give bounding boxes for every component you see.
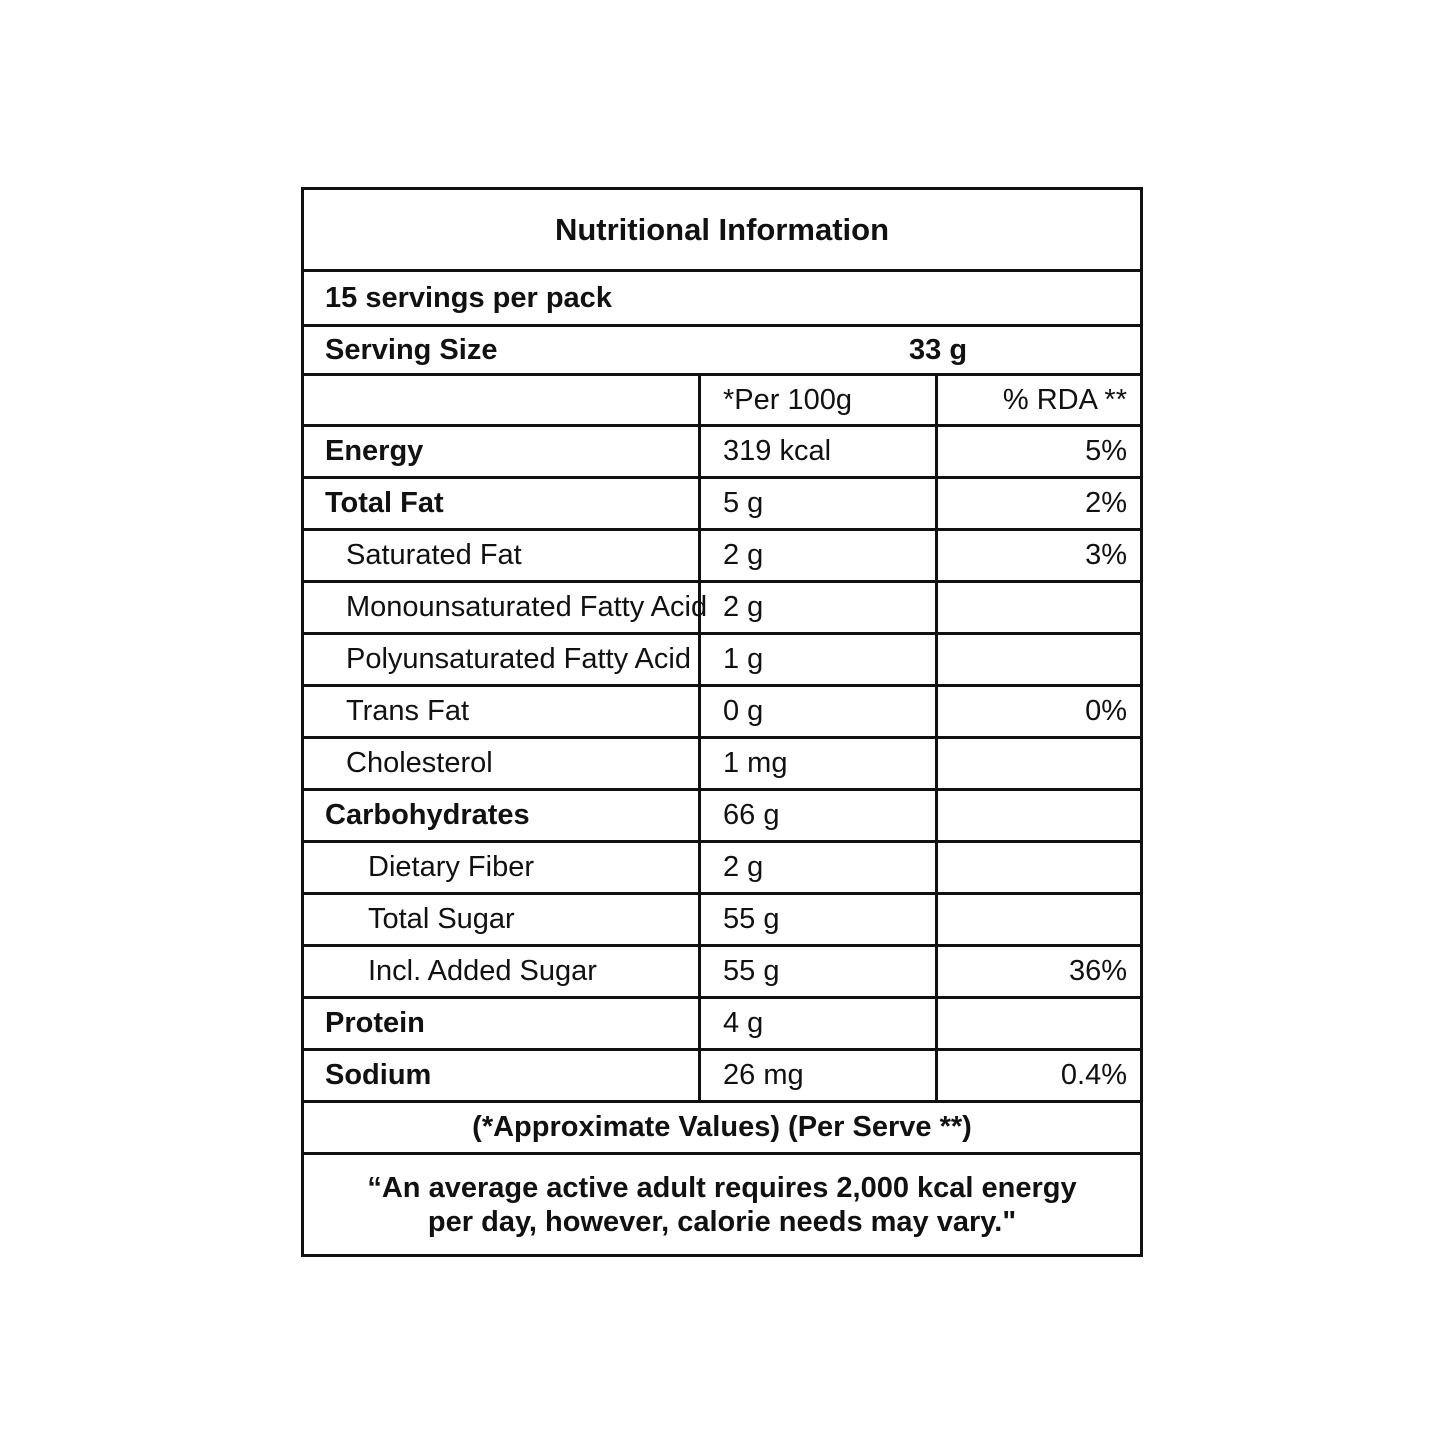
- nutrient-row-trans-fat: [304, 687, 1140, 739]
- nutrient-per-100g: 1 g: [701, 635, 938, 684]
- nutrient-per-100g: 55 g: [701, 895, 938, 944]
- rda-column-header: % RDA **: [1002, 383, 1127, 416]
- servings-per-pack: 15 servings per pack: [325, 281, 612, 314]
- disclaimer-text: “An average active adult requires 2,000 kcal energy per day, however, calorie needs may vary.": [367, 1171, 1077, 1238]
- nutrient-rda: [938, 895, 1140, 944]
- nutrient-row-saturated-fat: [304, 531, 1140, 583]
- nutrient-rda: 2%: [1085, 487, 1127, 519]
- nutrient-row-dietary-fiber: [304, 843, 1140, 895]
- nutrient-rda: 3%: [1085, 539, 1127, 571]
- nutrient-per-100g: 66 g: [701, 791, 938, 840]
- nutrient-name: Total Sugar: [304, 895, 701, 944]
- label-title: Nutritional Information: [554, 211, 890, 247]
- nutrient-per-100g: 5 g: [701, 479, 938, 528]
- nutrient-per-100g: 2 g: [701, 843, 938, 892]
- nutrient-row-protein: [304, 999, 1140, 1051]
- nutrition-label: [301, 187, 1143, 1257]
- nutrient-name: Trans Fat: [304, 687, 701, 736]
- footnote: (*Approximate Values) (Per Serve **): [472, 1111, 972, 1143]
- nutrient-row-total-fat: [304, 479, 1140, 531]
- nutrient-name: Energy: [304, 427, 701, 476]
- nutrient-rda: 0%: [1085, 695, 1127, 727]
- nutrient-per-100g: 2 g: [701, 583, 938, 632]
- nutrient-rda: 5%: [1085, 435, 1127, 467]
- nutrient-name: Sodium: [304, 1051, 701, 1100]
- nutrient-row-polyunsaturated: [304, 635, 1140, 687]
- nutrient-row-sodium: [304, 1051, 1140, 1103]
- nutrient-name: Incl. Added Sugar: [304, 947, 701, 996]
- nutrient-name: Monounsaturated Fatty Acid: [304, 583, 701, 632]
- nutrient-per-100g: 4 g: [701, 999, 938, 1048]
- nutrient-rda: 36%: [1068, 955, 1127, 987]
- nutrient-name: Saturated Fat: [304, 531, 701, 580]
- serving-size-value: 33 g: [909, 333, 968, 366]
- column-header-row: [304, 376, 1140, 427]
- nutrient-row-monounsaturated: [304, 583, 1140, 635]
- nutrient-rda: 0.4%: [1060, 1059, 1127, 1091]
- nutrient-per-100g: 0 g: [701, 687, 938, 736]
- nutrient-column-header: [304, 376, 701, 424]
- nutrient-name: Dietary Fiber: [304, 843, 701, 892]
- nutrient-per-100g: 1 mg: [701, 739, 938, 788]
- nutrient-name: Carbohydrates: [304, 791, 701, 840]
- nutrient-row-energy: [304, 427, 1140, 479]
- nutrient-rda: [938, 635, 1140, 684]
- disclaimer-wrapper: [304, 1155, 1140, 1254]
- nutrient-rda: [938, 843, 1140, 892]
- serving-size-label: Serving Size: [325, 333, 498, 366]
- nutrient-name: Cholesterol: [304, 739, 701, 788]
- nutrient-rda: [938, 999, 1140, 1048]
- servings-row: [304, 272, 1140, 327]
- nutrient-per-100g: 26 mg: [701, 1051, 938, 1100]
- nutrient-row-added-sugar: [304, 947, 1140, 999]
- nutrient-name: Polyunsaturated Fatty Acid: [304, 635, 701, 684]
- nutrient-per-100g: 2 g: [701, 531, 938, 580]
- nutrient-name: Protein: [304, 999, 701, 1048]
- per-100g-column-header: *Per 100g: [701, 376, 938, 424]
- nutrient-per-100g: 55 g: [701, 947, 938, 996]
- serving-size-row: [304, 327, 1140, 376]
- nutrient-row-carbohydrates: [304, 791, 1140, 843]
- nutrient-rda: [938, 739, 1140, 788]
- nutrient-per-100g: 319 kcal: [701, 427, 938, 476]
- nutrient-row-cholesterol: [304, 739, 1140, 791]
- nutrient-name: Total Fat: [304, 479, 701, 528]
- footnote-row: [304, 1103, 1140, 1155]
- disclaimer-row: [304, 1155, 1140, 1254]
- nutrient-row-total-sugar: [304, 895, 1140, 947]
- nutrient-rda: [938, 583, 1140, 632]
- nutrient-rda: [938, 791, 1140, 840]
- title-row: [304, 190, 1140, 272]
